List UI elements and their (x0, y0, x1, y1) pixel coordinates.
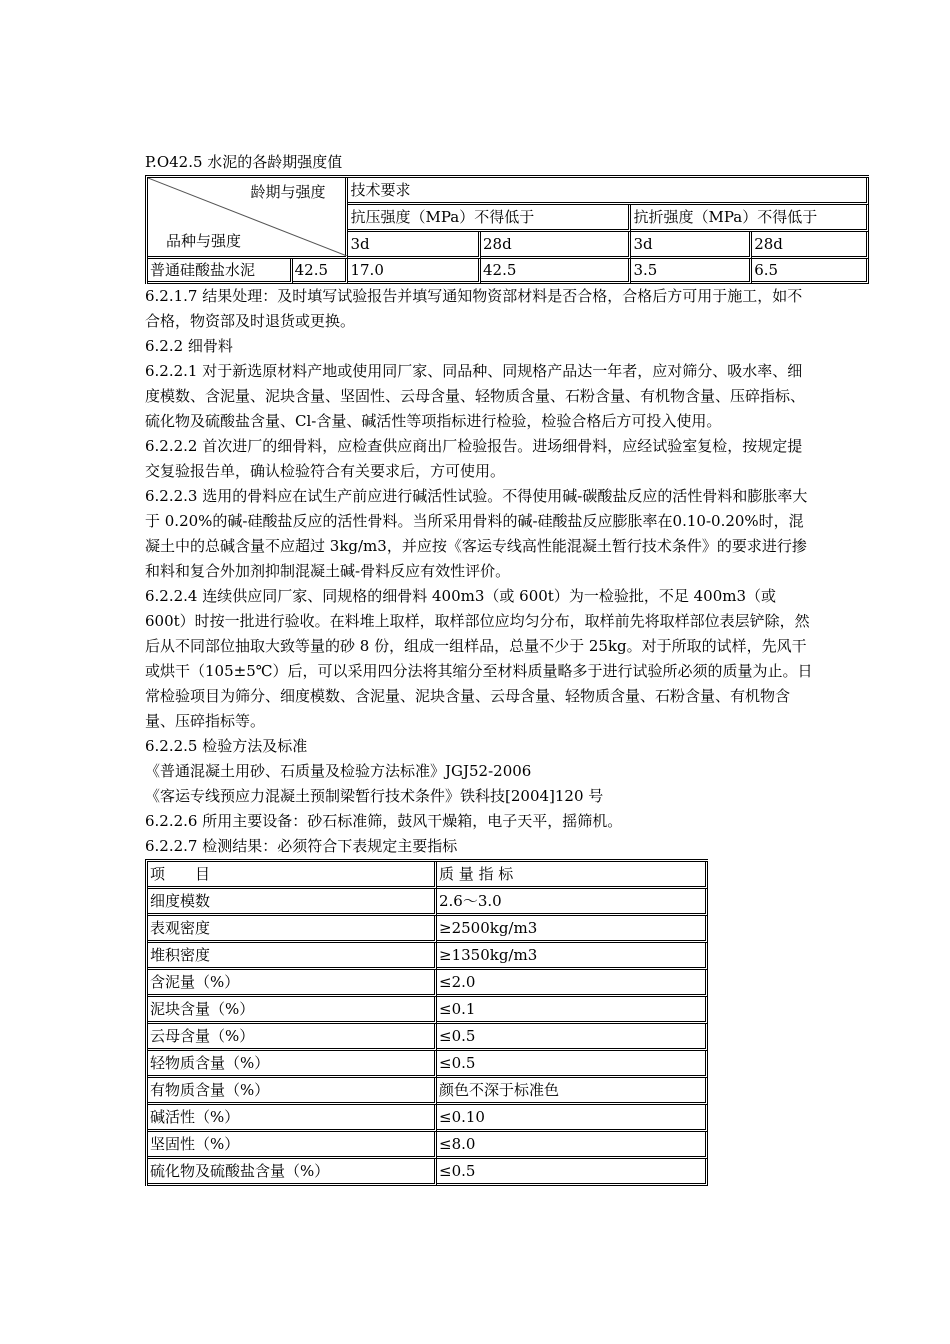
table-row (148, 916, 708, 943)
item-cell: 云母含量（%） (148, 1024, 437, 1051)
item-cell: 有物质含量（%） (148, 1078, 437, 1105)
item-cell: 表观密度 (148, 916, 437, 943)
header-item: 项 目 (148, 862, 437, 889)
sand-quality-table (145, 859, 708, 1186)
table-row (148, 1132, 708, 1159)
header-index: 质 量 指 标 (437, 862, 708, 889)
table-row (148, 1105, 708, 1132)
cement-strength-table (145, 175, 869, 284)
table-row (148, 1078, 708, 1105)
para-6221: 6.2.2.1 对于新选原材料产地或使用同厂家、同品种、同规格产品达一年者，应对筛分、吸水率、细度模数、含泥量、泥块含量、坚固性、云母含量、轻物质含量、石粉含量、有机物含量、压碎指标、硫化物及硫酸盐含量、Cl-含量、碱活性等项指标进行检验，检验合格后方可投入使用。 (145, 362, 806, 430)
value-cell: ≤2.0 (437, 970, 708, 997)
col-28d-flex: 28d (752, 232, 869, 259)
table-row (148, 889, 708, 916)
item-cell: 轻物质含量（%） (148, 1051, 437, 1078)
flex-3d-value: 3.5 (631, 259, 752, 284)
value-cell: 颜色不深于标准色 (437, 1078, 708, 1105)
tech-req-header: 技术要求 (348, 178, 869, 205)
para-6217: 6.2.1.7 结果处理：及时填写试验报告并填写通知物资部材料是否合格，合格后方可用于施工，如不合格，物资部及时退货或更换。 (145, 287, 803, 330)
table-row (148, 943, 708, 970)
value-cell: ≤0.1 (437, 997, 708, 1024)
standard-2: 《客运专线预应力混凝土预制梁暂行技术条件》铁科技[2004]120 号 (145, 787, 604, 805)
value-cell: ≥2500kg/m3 (437, 916, 708, 943)
value-cell: 2.6～3.0 (437, 889, 708, 916)
document-page (145, 150, 818, 1186)
item-cell: 细度模数 (148, 889, 437, 916)
compress-28d-value: 42.5 (481, 259, 631, 284)
item-cell: 堆积密度 (148, 943, 437, 970)
item-cell: 泥块含量（%） (148, 997, 437, 1024)
heading-622: 6.2.2 细骨料 (145, 337, 233, 355)
value-cell: ≥1350kg/m3 (437, 943, 708, 970)
item-cell: 碱活性（%） (148, 1105, 437, 1132)
para-6223: 6.2.2.3 选用的骨料应在试生产前应进行碱活性试验。不得使用碱-碳酸盐反应的活性骨料和膨胀率大于 0.20%的碱-硅酸盐反应的活性骨料。当所采用骨料的碱-硅酸盐反应膨胀率在0.10-0.20%时，混凝土中的总碱含量不应超过 3kg/m3，并应按《客运专线高性能混凝土暂行技术条件》的要求进行掺和料和复合外加剂抑制混凝土碱-骨料反应有效性评价。 (145, 487, 808, 580)
col-28d-compress: 28d (481, 232, 631, 259)
table-row (148, 997, 708, 1024)
value-cell: ≤0.10 (437, 1105, 708, 1132)
table-row (148, 1024, 708, 1051)
value-cell: ≤8.0 (437, 1132, 708, 1159)
cement-name: 普通硅酸盐水泥 (148, 259, 293, 284)
compress-3d-value: 17.0 (348, 259, 481, 284)
diagonal-header-cell (148, 178, 348, 259)
table-row (148, 259, 869, 284)
table-row (148, 1051, 708, 1078)
compress-header: 抗压强度（MPa）不得低于 (348, 205, 631, 232)
cement-grade: 42.5 (293, 259, 349, 284)
table1-caption: P.O42.5 水泥的各龄期强度值 (145, 153, 343, 171)
item-cell: 硫化物及硫酸盐含量（%） (148, 1159, 437, 1186)
col-3d-flex: 3d (631, 232, 752, 259)
heading-6225: 6.2.2.5 检验方法及标准 (145, 737, 308, 755)
flex-header: 抗折强度（MPa）不得低于 (631, 205, 869, 232)
col-3d-compress: 3d (348, 232, 481, 259)
table-row (148, 1159, 708, 1186)
diag-top-label: 龄期与强度 (250, 183, 326, 201)
table-header-row (148, 862, 708, 889)
para-6222: 6.2.2.2 首次进厂的细骨料，应检查供应商出厂检验报告。进场细骨料，应经试验室复检，按规定提交复验报告单，确认检验符合有关要求后，方可使用。 (145, 437, 803, 480)
value-cell: ≤0.5 (437, 1024, 708, 1051)
standard-1: 《普通混凝土用砂、石质量及检验方法标准》JGJ52-2006 (145, 762, 532, 780)
para-6226: 6.2.2.6 所用主要设备：砂石标准筛，鼓风干燥箱，电子天平，摇筛机。 (145, 812, 623, 830)
value-cell: ≤0.5 (437, 1159, 708, 1186)
para-6227: 6.2.2.7 检测结果：必须符合下表规定主要指标 (145, 837, 458, 855)
table-row (148, 970, 708, 997)
item-cell: 坚固性（%） (148, 1132, 437, 1159)
diag-bottom-label: 品种与强度 (166, 232, 242, 250)
item-cell: 含泥量（%） (148, 970, 437, 997)
para-6224: 6.2.2.4 连续供应同厂家、同规格的细骨料 400m3（或 600t）为一检验批，不足 400m3（或600t）时按一批进行验收。在料堆上取样，取样部位应均匀分布，取样前先将取样部位表层铲除，然后从不同部位抽取大致等量的砂 8 份，组成一组样品，总量不少于 25kg。对于所取的试样，先风干或烘干（105±5℃）后，可以采用四分法将其缩分至材料质量略多于进行试验所必须的质量为止。日常检验项目为筛分、细度模数、含泥量、泥块含量、云母含量、轻物质含量、石粉含量、有机物含量、压碎指标等。 (145, 587, 813, 730)
flex-28d-value: 6.5 (752, 259, 869, 284)
value-cell: ≤0.5 (437, 1051, 708, 1078)
